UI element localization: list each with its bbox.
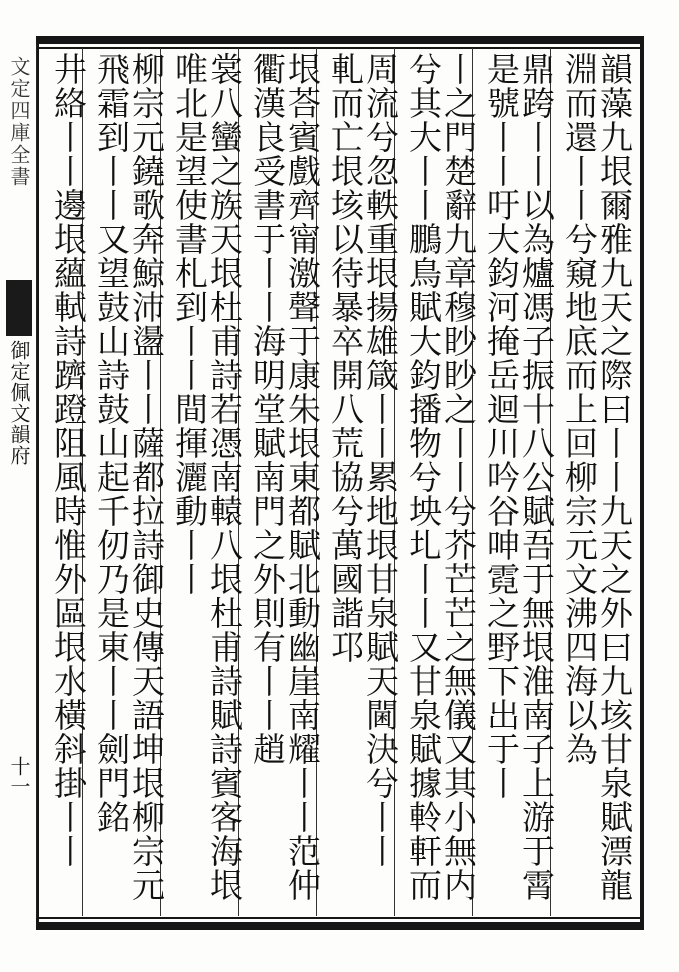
text-column-13: 柳宗元鐃歌奔鯨沛盪丨丨薩都拉詩御史傳天語坤垠柳宗元 — [127, 52, 166, 902]
text-column-11: 裳八蠻之族天垠杜甫詩若憑南轅八垠杜甫詩賦詩賓客海垠 — [205, 52, 244, 902]
text-column-12: 唯北是望使書札到丨丨間揮灑動丨丨 — [170, 52, 209, 596]
text-column-4: 是號丨丨吁大鈞河掩岳迴川吟谷呻霓之野下出于丨 — [482, 52, 521, 800]
text-column-8: 軋而亡垠垓以待暴卒開八荒協兮萬國諧邛 — [326, 52, 365, 664]
text-column-14: 飛霜到丨丨又望鼓山詩鼓山起千仞乃是東丨丨劍門銘 — [92, 52, 131, 834]
book-title: 文定四庫全書 — [7, 56, 31, 188]
text-column-3: 鼎跨丨丨以為爐馮子振十八公賦吾于無垠淮南子上游于霄 — [517, 52, 556, 902]
text-column-9: 垠荅賓戲齊甯激聲于康朱垠東都賦北動幽崖南耀丨丨范仲 — [283, 52, 322, 902]
top-border — [36, 36, 644, 44]
text-column-1: 韻藻九垠爾雅九天之際曰丨丨九天之外曰九垓甘泉賦漂龍 — [595, 52, 634, 902]
book-subtitle: 御定佩文韻府 — [7, 340, 31, 466]
page-number: 十一 — [7, 756, 31, 796]
text-column-2: 淵而還丨丨兮窺地底而上回柳宗元文沸四海以為 — [560, 52, 599, 766]
bottom-border — [36, 922, 644, 930]
text-column-10: 衢漢良受書于丨丨海明堂賦南門之外則有丨丨趙 — [248, 52, 287, 766]
text-column-5: 丨之門楚辭九章穆眇眇之丨丨兮芥芒芒之無儀又其小無内 — [439, 52, 478, 902]
bottom-border-inner — [36, 917, 644, 919]
text-column-6: 兮其大丨丨鵬鳥賦大鈞播物兮坱圠丨丨又甘泉賦據軨軒而 — [404, 52, 443, 902]
fore-edge-margin — [0, 44, 37, 918]
text-column-7: 周流兮忽軼重垠揚雄箴丨丨累地垠甘泉賦天閫決兮丨丨 — [361, 52, 400, 868]
text-column-15: 井絡丨丨邊垠蘊軾詩躋蹬阻風時惟外區垠水橫斜掛丨丨 — [49, 52, 88, 868]
fishtail-block — [6, 280, 32, 336]
top-border-inner — [36, 47, 644, 49]
right-border — [640, 36, 644, 930]
